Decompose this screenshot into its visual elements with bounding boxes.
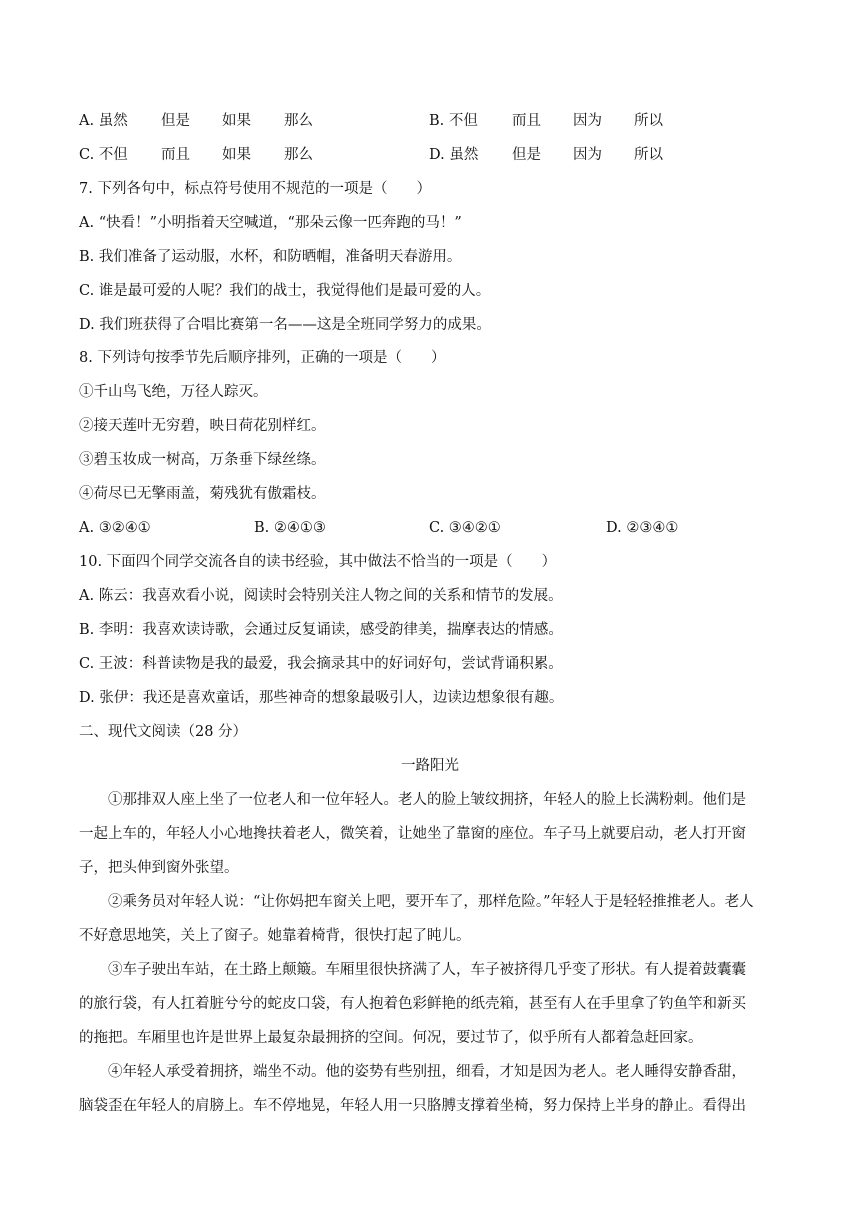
- q6-option-b-word-2: 而且: [512, 113, 541, 129]
- q10-option-d: D. 张伊：我还是喜欢童话，那些神奇的想象最吸引人，边读边想象很有趣。: [79, 690, 564, 706]
- q6-option-d-word-2: 但是: [512, 147, 541, 163]
- passage-line-8: 的拖把。车厢里也许是世界上最复杂最拥挤的空间。何况，要过节了，似乎所有人都着急赶回家。: [79, 1030, 703, 1046]
- q6-option-b-word-4: 所以: [634, 113, 663, 129]
- q6-option-c-word-2: 而且: [161, 147, 190, 163]
- passage-line-5: 不好意思地笑，关上了窗子。她靠着椅背，很快打起了盹儿。: [79, 928, 471, 944]
- q8-option-b: B. ②④①③: [254, 520, 326, 536]
- q6-option-a-word-3: 如果: [222, 113, 251, 129]
- q6-option-d-word-3: 因为: [573, 147, 602, 163]
- q6-option-a-word-2: 但是: [161, 113, 190, 129]
- passage-line-7: 的旅行袋，有人扛着脏兮兮的蛇皮口袋，有人抱着色彩鲜艳的纸壳箱，甚至有人在手里拿了钓鱼竿和新买: [79, 996, 746, 1012]
- passage-line-9: ④年轻人承受着拥挤，端坐不动。他的姿势有些别扭，细看，才知是因为老人。老人睡得安静香甜，: [79, 1064, 746, 1080]
- q8-poem-line-2: ②接天莲叶无穷碧，映日荷花别样红。: [79, 418, 326, 434]
- q10-option-a: A. 陈云：我喜欢看小说，阅读时会特别关注人物之间的关系和情节的发展。: [79, 588, 563, 604]
- q6-option-c-word-4: 那么: [284, 147, 313, 163]
- q6-option-d-word-4: 所以: [634, 147, 663, 163]
- q7-option-d: D. 我们班获得了合唱比赛第一名——这是全班同学努力的成果。: [79, 317, 491, 333]
- q7-option-a: A. “快看！”小明指着天空喊道，“那朵云像一匹奔跑的马！”: [79, 215, 462, 231]
- q10-option-c: C. 王波：科普读物是我的最爱，我会摘录其中的好词好句，尝试背诵积累。: [79, 656, 563, 672]
- q6-option-a-word-1: A. 虽然: [79, 113, 128, 129]
- q10-stem: 10. 下面四个同学交流各自的读书经验，其中做法不恰当的一项是（ ）: [79, 554, 557, 570]
- passage-line-1: ①那排双人座上坐了一位老人和一位年轻人。老人的脸上皱纹拥挤，年轻人的脸上长满粉刺。他们是: [79, 792, 746, 808]
- q8-poem-line-3: ③碧玉妆成一树高，万条垂下绿丝绦。: [79, 452, 326, 468]
- passage-line-3: 子，把头伸到窗外张望。: [79, 860, 239, 876]
- q10-option-b: B. 李明：我喜欢读诗歌，会通过反复诵读，感受韵律美，揣摩表达的情感。: [79, 622, 563, 638]
- passage-line-10: 脑袋歪在年轻人的肩膀上。车不停地晃，年轻人用一只胳膊支撑着坐椅，努力保持上半身的静止。看得出: [79, 1098, 746, 1114]
- passage-title: 一路阳光: [401, 758, 459, 774]
- q7-stem: 7. 下列各句中，标点符号使用不规范的一项是（ ）: [79, 181, 431, 197]
- passage-line-6: ③车子驶出车站，在土路上颠簸。车厢里很快挤满了人，车子被挤得几乎变了形状。有人提着鼓囊囊: [79, 962, 746, 978]
- section-heading: 二、现代文阅读（28 分）: [79, 724, 248, 740]
- q6-option-b-word-3: 因为: [573, 113, 602, 129]
- q6-option-c-word-3: 如果: [222, 147, 251, 163]
- q7-option-c: C. 谁是最可爱的人呢？我们的战士，我觉得他们是最可爱的人。: [79, 283, 491, 299]
- q6-option-a-word-4: 那么: [284, 113, 313, 129]
- q6-option-b-word-1: B. 不但: [429, 113, 478, 129]
- q8-stem: 8. 下列诗句按季节先后顺序排列，正确的一项是（ ）: [79, 350, 446, 366]
- q8-option-d: D. ②③④①: [606, 520, 679, 536]
- q7-option-b: B. 我们准备了运动服，水杯，和防晒帽，准备明天春游用。: [79, 249, 462, 265]
- passage-line-2: 一起上车的，年轻人小心地搀扶着老人，微笑着，让她坐了靠窗的座位。车子马上就要启动，老人打开窗: [79, 826, 746, 842]
- q6-option-d-word-1: D. 虽然: [429, 147, 479, 163]
- q8-poem-line-1: ①千山鸟飞绝，万径人踪灭。: [79, 384, 268, 400]
- q8-poem-line-4: ④荷尽已无擎雨盖，菊残犹有傲霜枝。: [79, 486, 326, 502]
- passage-line-4: ②乘务员对年轻人说：“让你妈把车窗关上吧，要开车了，那样危险。”年轻人于是轻轻推推老人。老人: [79, 894, 754, 910]
- q6-option-c-word-1: C. 不但: [79, 147, 128, 163]
- q8-option-a: A. ③②④①: [79, 520, 151, 536]
- q8-option-c: C. ③④②①: [429, 520, 501, 536]
